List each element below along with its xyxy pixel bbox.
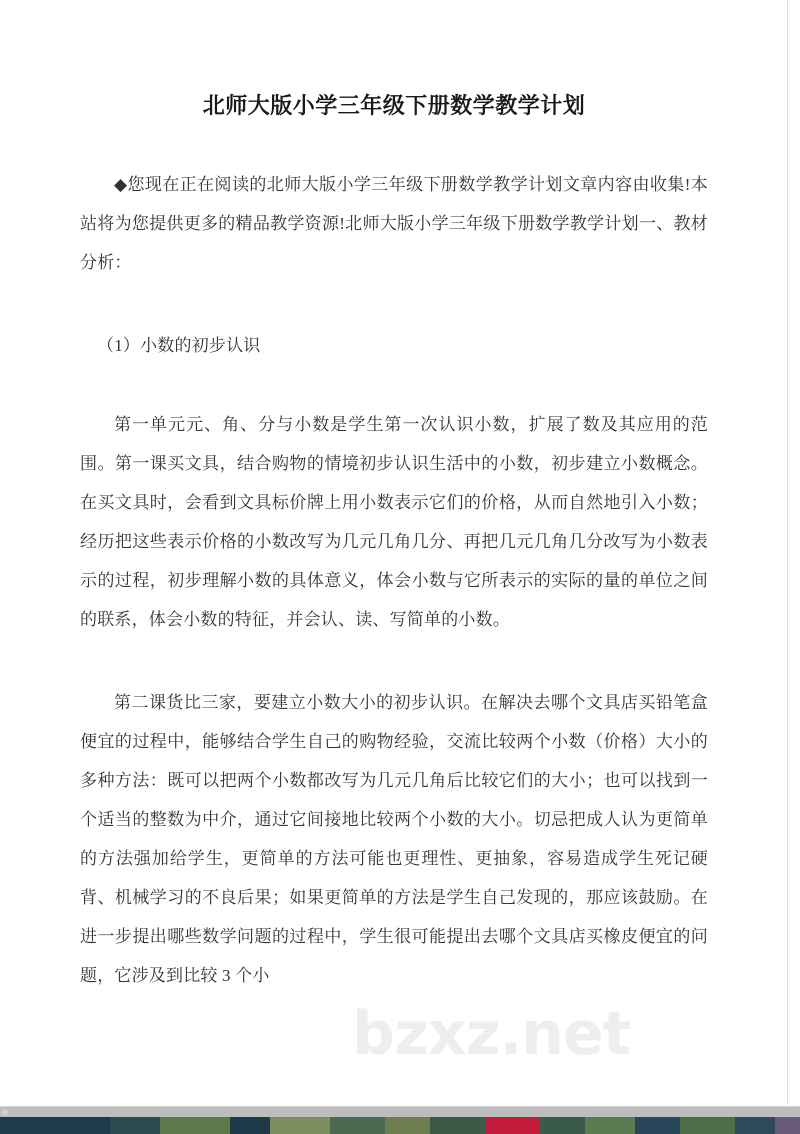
paragraph-intro: ◆您现在正在阅读的北师大版小学三年级下册数学教学计划文章内容由收集!本站将为您提供更多的精品教学资源!北师大版小学三年级下册数学教学计划一、教材分析： [80,174,708,272]
strip-segment [270,1117,330,1134]
horizontal-scrollbar[interactable] [0,1106,800,1117]
strip-segment [230,1117,270,1134]
strip-segment [0,1117,110,1134]
strip-segment [160,1117,230,1134]
strip-segment [485,1117,540,1134]
site-watermark: bzxz.net [352,999,631,1069]
scrollbar-thumb[interactable] [2,1109,8,1116]
strip-segment [735,1117,775,1134]
strip-segment [110,1117,160,1134]
paragraph-unit-1: 第一单元元、角、分与小数是学生第一次认识小数，扩展了数及其应用的范围。第一课买文具，结合购物的情境初步认识生活中的小数，初步建立小数概念。在买文具时，会看到文具标价牌上用小数表示它们的价格，从而自然地引入小数；经历把这些表示价格的小数改写为几元几角几分、再把几元几角几分改写为小数表示的过程，初步理解小数的具体意义，体会小数与它所表示的实际的量的单位之间的联系，体会小数的特征，并会认、读、写简单的小数。 [80,414,708,629]
strip-segment [680,1117,735,1134]
next-page-image-strip [0,1117,800,1134]
strip-segment [775,1117,800,1134]
strip-segment [430,1117,485,1134]
strip-segment [635,1117,680,1134]
strip-segment [330,1117,385,1134]
section-heading: （1）小数的初步认识 [97,335,261,355]
page-title: 北师大版小学三年级下册数学教学计划 [202,93,586,118]
paragraph-unit-2: 第二课货比三家，要建立小数大小的初步认识。在解决去哪个文具店买铅笔盒便宜的过程中，能够结合学生自己的购物经验，交流比较两个小数（价格）大小的多种方法：既可以把两个小数都改写为几元几角后比较它们的大小；也可以找到一个适当的整数为中介，通过它间接地比较两个小数的大小。切忌把成人认为更简单的方法强加给学生，更简单的方法可能也更理性、更抽象，容易造成学生死记硬背、机械学习的不良后果；如果更简单的方法是学生自己发现的，那应该鼓励。在进一步提出哪些数学问题的过程中，学生很可能提出去哪个文具店买橡皮便宜的问题，它涉及到比较 3 个小 [80,692,708,985]
strip-segment [585,1117,635,1134]
strip-segment [540,1117,585,1134]
strip-segment [385,1117,430,1134]
